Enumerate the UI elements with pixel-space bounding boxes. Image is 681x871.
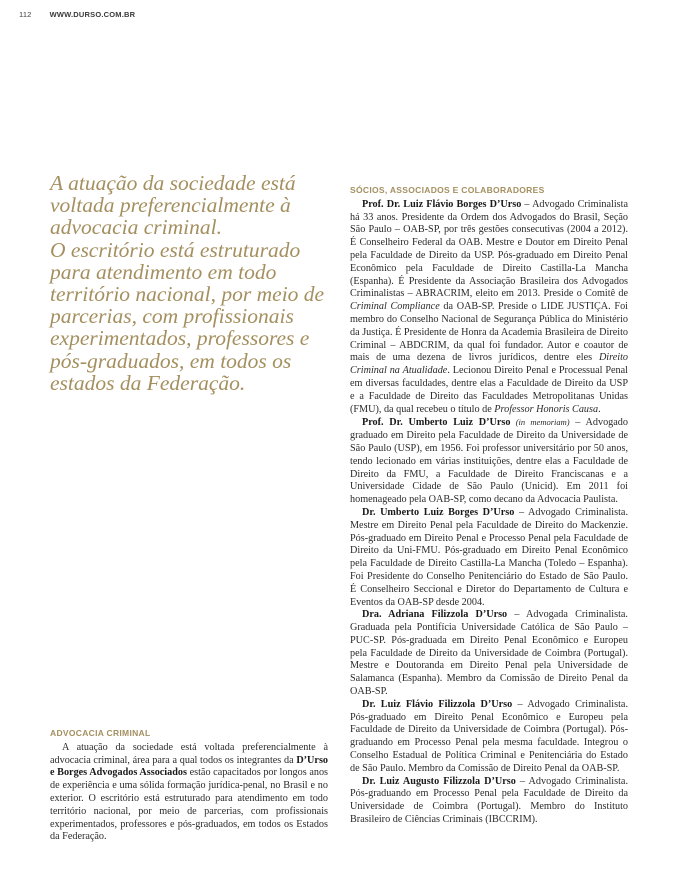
- bio-paragraph: Dra. Adriana Filizzola D’Urso – Advogada Criminalista. Graduada pela Pontifícia Universidade Católica de São Paulo – PUC-SP. Pós-graduada em Direito Penal Econômico e Europeu pela Faculdade de Direito da Universidade de Coimbra (Portugal). Mestre e Doutoranda em Direito Penal pela Universidade de Salamanca (Espanha). Membro da Comissão de Direito Penal da OAB-SP.: [350, 609, 628, 698]
- bio-name: Dr. Umberto Luiz Borges D’Urso: [362, 506, 515, 518]
- bio-name: Prof. Dr. Umberto Luiz D’Urso: [362, 417, 511, 429]
- bio-paragraph: Dr. Luiz Augusto Filizzola D’Urso – Advogado Criminalista. Pós-graduando em Processo Penal pela Faculdade de Direito da Universidade de Coimbra (Portugal). Membro do Instituto Brasileiro de Ciências Criminais (IBCCRIM).: [350, 775, 629, 826]
- site-url: WWW.DURSO.COM.BR: [49, 10, 136, 19]
- bio-paragraph: Prof. Dr. Luiz Flávio Borges D’Urso – Advogado Criminalista há 33 anos. Presidente da Ordem dos Advogados do Brasil, Seção São Paulo – OAB-SP, por três gestões consecutivas (2004 a 2012). É Conselheiro Federal da OAB. Mestre e Doutor em Direito Penal pela Faculdade de Direito da USP. Pós-graduado em Direito Penal Econômico pela Faculdade de Direito Castilla-La Mancha (Espanha). É Presidente da Associação Brasileira dos Advogados Criminalistas – ABRACRIM, eleito em 2013. Preside o Comitê de Criminal Compliance da OAB-SP. Preside o LIDE JUSTIÇA. Foi membro do Conselho Nacional de Segurança Pública do Ministério da Justiça. É Presidente de Honra da Academia Brasileira de Direito Criminal – ABDCRIM, da qual foi fundador. Autor e coautor de mais de uma dezena de livros jurídicos, dentre eles Direito Criminal na Atualidade. Lecionou Direito Penal e Processual Penal em diversas faculdades, dentre elas a Faculdade de Direito da USP e a Faculdade de Direito das Faculdades Metropolitanas Unidas (FMU), da qual recebeu o título de Professor Honoris Causa.: [350, 198, 628, 415]
- bio-name: Prof. Dr. Luiz Flávio Borges D’Urso: [362, 198, 522, 210]
- bio-name: Dr. Luiz Flávio Filizzola D’Urso: [362, 698, 513, 710]
- page-number: 112: [19, 10, 32, 19]
- quote-line: A atuação da sociedade está voltada preferencialmente à advocacia criminal.: [50, 171, 296, 240]
- socios-section: [350, 184, 628, 827]
- bio-paragraph: Dr. Umberto Luiz Borges D’Urso – Advogado Criminalista. Mestre em Direito Penal pela Faculdade de Direito do Mackenzie. Pós-graduado em Direito Penal e Processo Penal pela Faculdade de Direito da Uni-FMU. Pós-graduado em Direito Penal Econômico pela Faculdade de Direito Castilla-La Mancha (Toledo – Espanha). Foi Presidente do Conselho Penitenciário do Estado de São Paulo. É Conselheiro Seccional e Diretor do Departamento de Cultura e Eventos da OAB-SP desde 2004.: [350, 506, 628, 608]
- bio-name: Dr. Luiz Augusto Filizzola D’Urso: [362, 775, 516, 787]
- body-paragraph: A atuação da sociedade está voltada preferencialmente à advocacia criminal, área para a qual todos os integrantes da D’Urso e Borges Advogados Associados estão capacitados por longos anos de experiência e uma sólida formação jurídica-penal, no Brasil e no exterior. O escritório está estruturado para atendimento em todo território nacional, por meio de parcerias, com profissionais experimentados, professores e pós-graduados, em todos os Estados da Federação.: [50, 741, 329, 843]
- section-title: SÓCIOS, ASSOCIADOS E COLABORADORES: [350, 185, 545, 195]
- bio-paragraph: Dr. Luiz Flávio Filizzola D’Urso – Advogado Criminalista. Pós-graduado em Direito Penal Econômico e Europeu pela Faculdade de Direito da Universidade de Coimbra (Portugal). Pós-graduando em Processo Penal pela mesma faculdade. Integrou o Conselho Estadual de Política Criminal e Penitenciária do Estado de São Paulo. Membro da Comissão de Direito Penal da OAB-SP.: [350, 698, 628, 774]
- bio-name: Dra. Adriana Filizzola D’Urso: [362, 609, 508, 621]
- bio-paragraph: Prof. Dr. Umberto Luiz D’Urso (in memoriam) – Advogado graduado em Direito pela Faculdade de Direito da Universidade de São Paulo (USP), em 1956. Foi professor universitário por 50 anos, tendo lecionado em várias instituições, dentre elas a Faculdade de Direito da FMU, a Faculdade de Direito Franciscanas e a Universidade Cidade de São Paulo (Unicid). Em 2011 foi homenageado pela OAB-SP, como decano da Advocacia Paulista.: [350, 417, 628, 506]
- firm-name: D’Urso e Borges Advogados Associados: [50, 754, 328, 779]
- pull-quote: [50, 172, 325, 394]
- advocacia-section: [50, 727, 328, 844]
- quote-line: O escritório está estruturado para atendimento em todo território nacional, por meio de parcerias, com profissionais experimentados, professores e pós-graduados, em todos os estados da Federação.: [50, 237, 325, 395]
- page-header: [19, 10, 135, 19]
- section-title: ADVOCACIA CRIMINAL: [50, 728, 151, 738]
